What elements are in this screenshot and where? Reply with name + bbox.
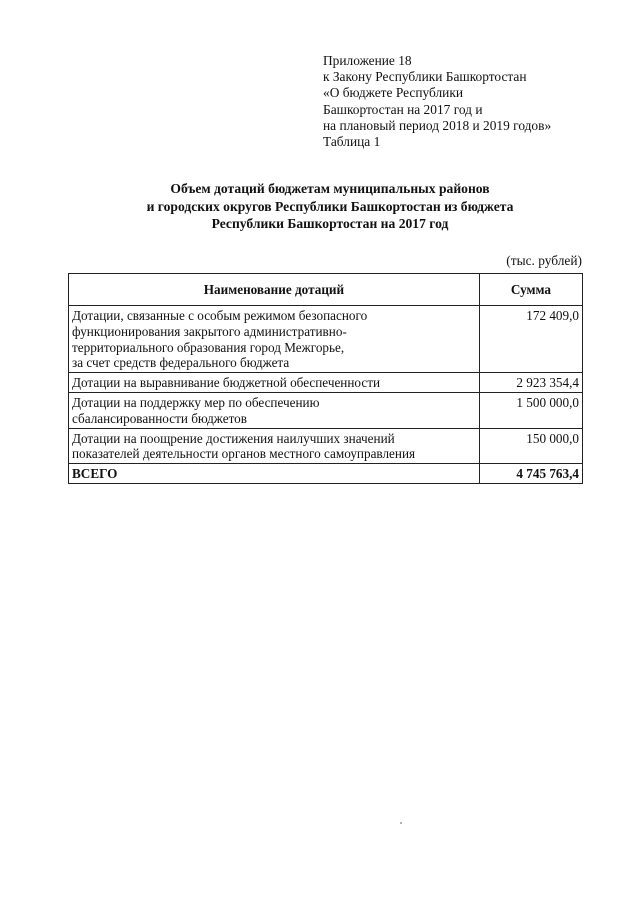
appendix-line: Башкортостан на 2017 год и — [323, 101, 483, 117]
row-name-line: сбалансированности бюджетов — [72, 410, 247, 426]
table-row — [69, 428, 583, 464]
table-number: Таблица 1 — [323, 134, 381, 150]
appendix-line: «О бюджете Республики — [323, 85, 463, 101]
title-line: Объем дотаций бюджетам муниципальных районов — [170, 181, 490, 196]
row-name-line: Дотации на поддержку мер по обеспечению — [72, 394, 320, 410]
row-name-line: территориального образования город Межгорье, — [72, 339, 345, 355]
row-name-line: Дотации на поощрение достижения наилучших значений — [72, 430, 395, 446]
title-line: и городских округов Республики Башкортостан из бюджета — [146, 198, 514, 214]
subsidies-table — [68, 273, 583, 484]
row-name — [69, 373, 480, 393]
row-name-line: Дотации на выравнивание бюджетной обеспеченности — [72, 375, 381, 391]
appendix-line: к Закону Республики Башкортостан — [323, 69, 527, 85]
row-name-line: функционирования закрытого административно- — [72, 323, 347, 339]
total-label: ВСЕГО — [69, 464, 480, 484]
appendix-line: на плановый период 2018 и 2019 годов» — [323, 117, 552, 133]
title-line: Республики Башкортостан на 2017 год — [211, 216, 449, 232]
total-sum: 4 745 763,4 — [479, 464, 582, 484]
row-name — [69, 392, 480, 428]
appendix-header — [323, 53, 551, 150]
total-row — [69, 464, 583, 484]
table-row — [69, 392, 583, 428]
row-name-line: Дотации, связанные с особым режимом безопасного — [72, 308, 368, 323]
row-name — [69, 306, 480, 373]
table-row — [69, 306, 583, 373]
row-sum: 1 500 000,0 — [479, 392, 582, 428]
appendix-line: Приложение 18 — [323, 53, 412, 68]
table-header-row — [69, 274, 583, 306]
header-sum: Сумма — [479, 274, 582, 306]
row-name-line: показателей деятельности органов местного самоуправления — [72, 446, 416, 462]
scan-speck — [400, 822, 402, 824]
row-sum: 172 409,0 — [479, 306, 582, 373]
row-sum: 2 923 354,4 — [479, 373, 582, 393]
units-note: (тыс. рублей) — [506, 253, 582, 268]
row-sum: 150 000,0 — [479, 428, 582, 464]
row-name-line: за счет средств федерального бюджета — [72, 355, 290, 371]
header-name: Наименование дотаций — [69, 274, 480, 306]
table-row — [69, 373, 583, 393]
row-name — [69, 428, 480, 464]
document-title — [70, 180, 590, 233]
